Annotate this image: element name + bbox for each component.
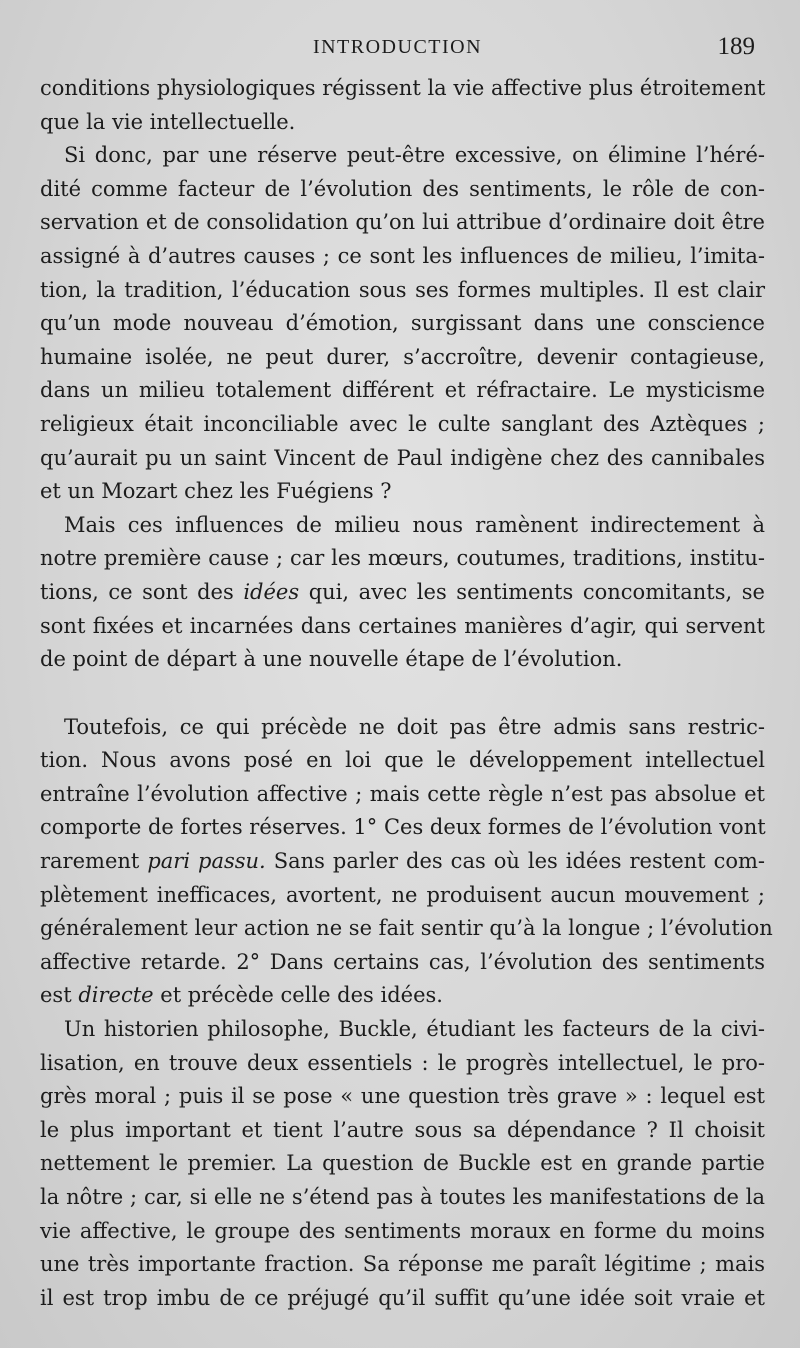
text-line: il est trop imbu de ce préjugé qu’il suffit qu’une idée soit vraie et — [40, 1285, 765, 1310]
text-line: tion, la tradition, l’éducation sous ses formes multiples. Il est clair — [40, 277, 765, 302]
text-line: lisation, en trouve deux essentiels : le progrès intellectuel, le pro- — [40, 1050, 765, 1075]
italic-text: pari passu. — [147, 849, 266, 874]
text-line: religieux était inconciliable avec le culte sanglant des Aztèques ; — [40, 411, 765, 436]
text-line: comporte de fortes réserves. 1° Ces deux formes de l’évolution vont — [40, 815, 766, 840]
text-line: généralement leur action ne se fait sentir qu’à la longue ; l’évolution — [40, 916, 773, 941]
text-line: une très importante fraction. Sa réponse me paraît légitime ; mais — [40, 1252, 765, 1277]
text-line: conditions physiologiques régissent la vie affective plus étroitement — [40, 76, 766, 100]
text-line — [40, 979, 765, 1013]
text-line: la nôtre ; car, si elle ne s’étend pas à toutes les manifestations de la — [40, 1185, 765, 1209]
text-line: dité comme facteur de l’évolution des sentiments, le rôle de con- — [40, 176, 765, 201]
text-line — [40, 576, 765, 610]
text-line: plètement inefficaces, avortent, ne produisent aucun mouvement ; — [40, 882, 765, 907]
text-line: Si donc, par une réserve peut-être excessive, on élimine l’héré- — [64, 143, 765, 168]
text-line — [40, 845, 765, 879]
text-line: grès moral ; puis il se pose « une question très grave » : lequel est — [40, 1084, 765, 1109]
italic-text: idées — [243, 579, 300, 604]
text-line: Mais ces influences de milieu nous ramènent indirectement à — [64, 512, 765, 537]
text-line: tion. Nous avons posé en loi que le développement intellectuel — [40, 748, 765, 773]
text-line: que la vie intellectuelle. — [40, 109, 296, 134]
italic-text: directe — [78, 983, 154, 1008]
text-line: entraîne l’évolution affective ; mais cette règle n’est pas absolue et — [40, 781, 765, 806]
text-line: servation et de consolidation qu’on lui attribue d’ordinaire doit être — [40, 210, 765, 235]
text-line: de point de départ à une nouvelle étape de l’évolution. — [40, 647, 623, 672]
text-line: qu’un mode nouveau d’émotion, surgissant dans une conscience — [40, 311, 765, 336]
text-segment: Sans parler des cas où les idées restent com- — [265, 849, 765, 874]
text-segment: est — [40, 983, 79, 1008]
page-number: 189 — [717, 33, 755, 60]
text-segment: tions, ce sont des — [40, 579, 244, 604]
text-line: Un historien philosophe, Buckle, étudiant les facteurs de la civi- — [64, 1017, 765, 1042]
section-gap — [40, 677, 765, 711]
text-line: le plus important et tient l’autre sous sa dépendance ? Il choisit — [40, 1117, 765, 1142]
text-line: Toutefois, ce qui précède ne doit pas être admis sans restric- — [64, 714, 765, 739]
page-header — [40, 34, 755, 64]
text-line: qu’aurait pu un saint Vincent de Paul indigène chez des cannibales — [40, 445, 765, 470]
body-text — [40, 72, 773, 1315]
text-line: dans un milieu totalement différent et réfractaire. Le mysticisme — [40, 378, 765, 403]
text-line: sont fixées et incarnées dans certaines manières d’agir, qui servent — [40, 613, 765, 638]
text-line: humaine isolée, ne peut durer, s’accroître, devenir contagieuse, — [40, 344, 765, 369]
text-segment: rarement — [40, 849, 148, 874]
text-segment: et précède celle des idées. — [153, 983, 443, 1008]
text-line: notre première cause ; car les mœurs, coutumes, traditions, institu- — [40, 546, 765, 571]
text-line: assigné à d’autres causes ; ce sont les influences de milieu, l’imita- — [40, 243, 765, 268]
text-segment: qui, avec les sentiments concomitants, se — [299, 579, 765, 604]
text-line: nettement le premier. La question de Buckle est en grande partie — [40, 1151, 765, 1176]
text-line: et un Mozart chez les Fuégiens ? — [40, 479, 392, 504]
running-head: INTRODUCTION — [312, 36, 483, 58]
text-line: affective retarde. 2° Dans certains cas, l’évolution des sentiments — [40, 949, 765, 974]
text-line: vie affective, le groupe des sentiments moraux en forme du moins — [40, 1218, 765, 1243]
